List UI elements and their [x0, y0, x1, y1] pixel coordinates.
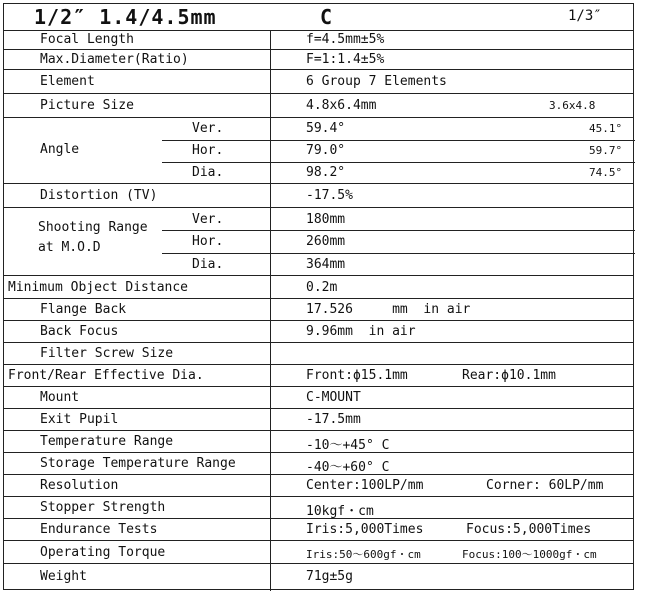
mount-code: C [320, 5, 333, 29]
sensor-format: 1/3″ [568, 8, 602, 24]
row-element [4, 70, 633, 94]
rear-dia-value: Rear:ϕ10.1mm [462, 368, 556, 383]
picture-size-value: 4.8x6.4mm [306, 98, 377, 113]
resolution-corner-value: Corner: 60LP/mm [486, 478, 604, 493]
weight-value: 71g±5g [306, 569, 353, 584]
row-stopper-strength [4, 497, 633, 519]
picture-size-alt: 3.6x4.8 [549, 99, 596, 112]
shooting-range-mod-label: at M.O.D [38, 240, 101, 255]
weight-label: Weight [40, 569, 87, 584]
focal-length-value: f=4.5mm±5% [306, 32, 385, 47]
temperature-range-value: -10〜+45° C [306, 438, 390, 453]
stopper-strength-value: 10kgf・cm [306, 504, 374, 519]
filter-screw-label: Filter Screw Size [40, 346, 174, 361]
lens-title: 1/2″ 1.4/4.5mm [34, 5, 217, 29]
back-focus-value: 9.96mm in air [306, 324, 416, 339]
angle-divider-2 [162, 162, 635, 163]
angle-hor-value: 79.0° [306, 143, 346, 158]
row-endurance-tests [4, 519, 633, 541]
endurance-tests-label: Endurance Tests [40, 522, 158, 537]
element-label: Element [40, 74, 95, 89]
angle-dia-value: 98.2° [306, 165, 346, 180]
angle-ver-value: 59.4° [306, 121, 346, 136]
shooting-divider-1 [162, 230, 635, 231]
row-exit-pupil [4, 409, 633, 431]
row-resolution [4, 475, 633, 497]
mod-label: Minimum Object Distance [8, 280, 189, 295]
element-value: 6 Group 7 Elements [306, 74, 447, 89]
angle-dia-label: Dia. [192, 165, 224, 180]
operating-torque-label: Operating Torque [40, 545, 166, 560]
angle-dia-alt: 74.5° [589, 166, 623, 179]
row-flange-back [4, 299, 633, 321]
resolution-label: Resolution [40, 478, 119, 493]
max-diameter-value: F=1:1.4±5% [306, 52, 385, 67]
storage-temperature-label: Storage Temperature Range [40, 456, 236, 471]
storage-temperature-value: -40〜+60° C [306, 460, 390, 475]
mount-value: C-MOUNT [306, 390, 361, 405]
shooting-ver-value: 180mm [306, 212, 346, 227]
back-focus-label: Back Focus [40, 324, 119, 339]
row-mount [4, 387, 633, 409]
shooting-divider-2 [162, 253, 635, 254]
endurance-focus-value: Focus:5,000Times [466, 522, 592, 537]
shooting-hor-value: 260mm [306, 234, 346, 249]
exit-pupil-label: Exit Pupil [40, 412, 119, 427]
angle-hor-label: Hor. [192, 143, 224, 158]
exit-pupil-value: -17.5mm [306, 412, 361, 427]
row-angle [4, 118, 633, 184]
row-shooting-range [4, 208, 633, 276]
row-operating-torque [4, 541, 633, 564]
row-effective-dia [4, 365, 633, 387]
effective-dia-label: Front/Rear Effective Dia. [8, 368, 204, 383]
endurance-iris-value: Iris:5,000Times [306, 522, 424, 537]
flange-back-value: 17.526 mm in air [306, 302, 471, 317]
front-dia-value: Front:ϕ15.1mm [306, 368, 408, 383]
max-diameter-label: Max.Diameter(Ratio) [40, 52, 189, 67]
angle-ver-label: Ver. [192, 121, 224, 136]
focal-length-label: Focal Length [40, 32, 134, 47]
resolution-center-value: Center:100LP/mm [306, 478, 424, 493]
shooting-range-label: Shooting Range [38, 220, 148, 235]
mod-value: 0.2m [306, 280, 338, 295]
stopper-strength-label: Stopper Strength [40, 500, 166, 515]
angle-hor-alt: 59.7° [589, 144, 623, 157]
distortion-value: -17.5% [306, 188, 353, 203]
distortion-label: Distortion (TV) [40, 188, 158, 203]
operating-torque-iris-value: Iris:50〜600gf・cm [306, 548, 421, 561]
row-distortion [4, 184, 633, 208]
row-picture-size [4, 94, 633, 118]
spec-header [4, 4, 633, 31]
row-back-focus [4, 321, 633, 343]
row-temperature-range [4, 431, 633, 453]
angle-ver-alt: 45.1° [589, 122, 623, 135]
angle-divider-1 [162, 140, 635, 141]
picture-size-label: Picture Size [40, 98, 134, 113]
temperature-range-label: Temperature Range [40, 434, 174, 449]
shooting-ver-label: Ver. [192, 212, 224, 227]
row-storage-temperature [4, 453, 633, 475]
operating-torque-focus-value: Focus:100〜1000gf・cm [462, 548, 597, 561]
shooting-dia-value: 364mm [306, 257, 346, 272]
row-filter-screw [4, 343, 633, 365]
shooting-dia-label: Dia. [192, 257, 224, 272]
mount-label: Mount [40, 390, 80, 405]
row-max-diameter [4, 50, 633, 70]
shooting-hor-label: Hor. [192, 234, 224, 249]
angle-label: Angle [40, 142, 80, 157]
flange-back-label: Flange Back [40, 302, 127, 317]
row-focal-length [4, 30, 633, 50]
row-min-object-distance [4, 276, 633, 299]
row-weight [4, 564, 633, 589]
spec-sheet [3, 3, 634, 590]
